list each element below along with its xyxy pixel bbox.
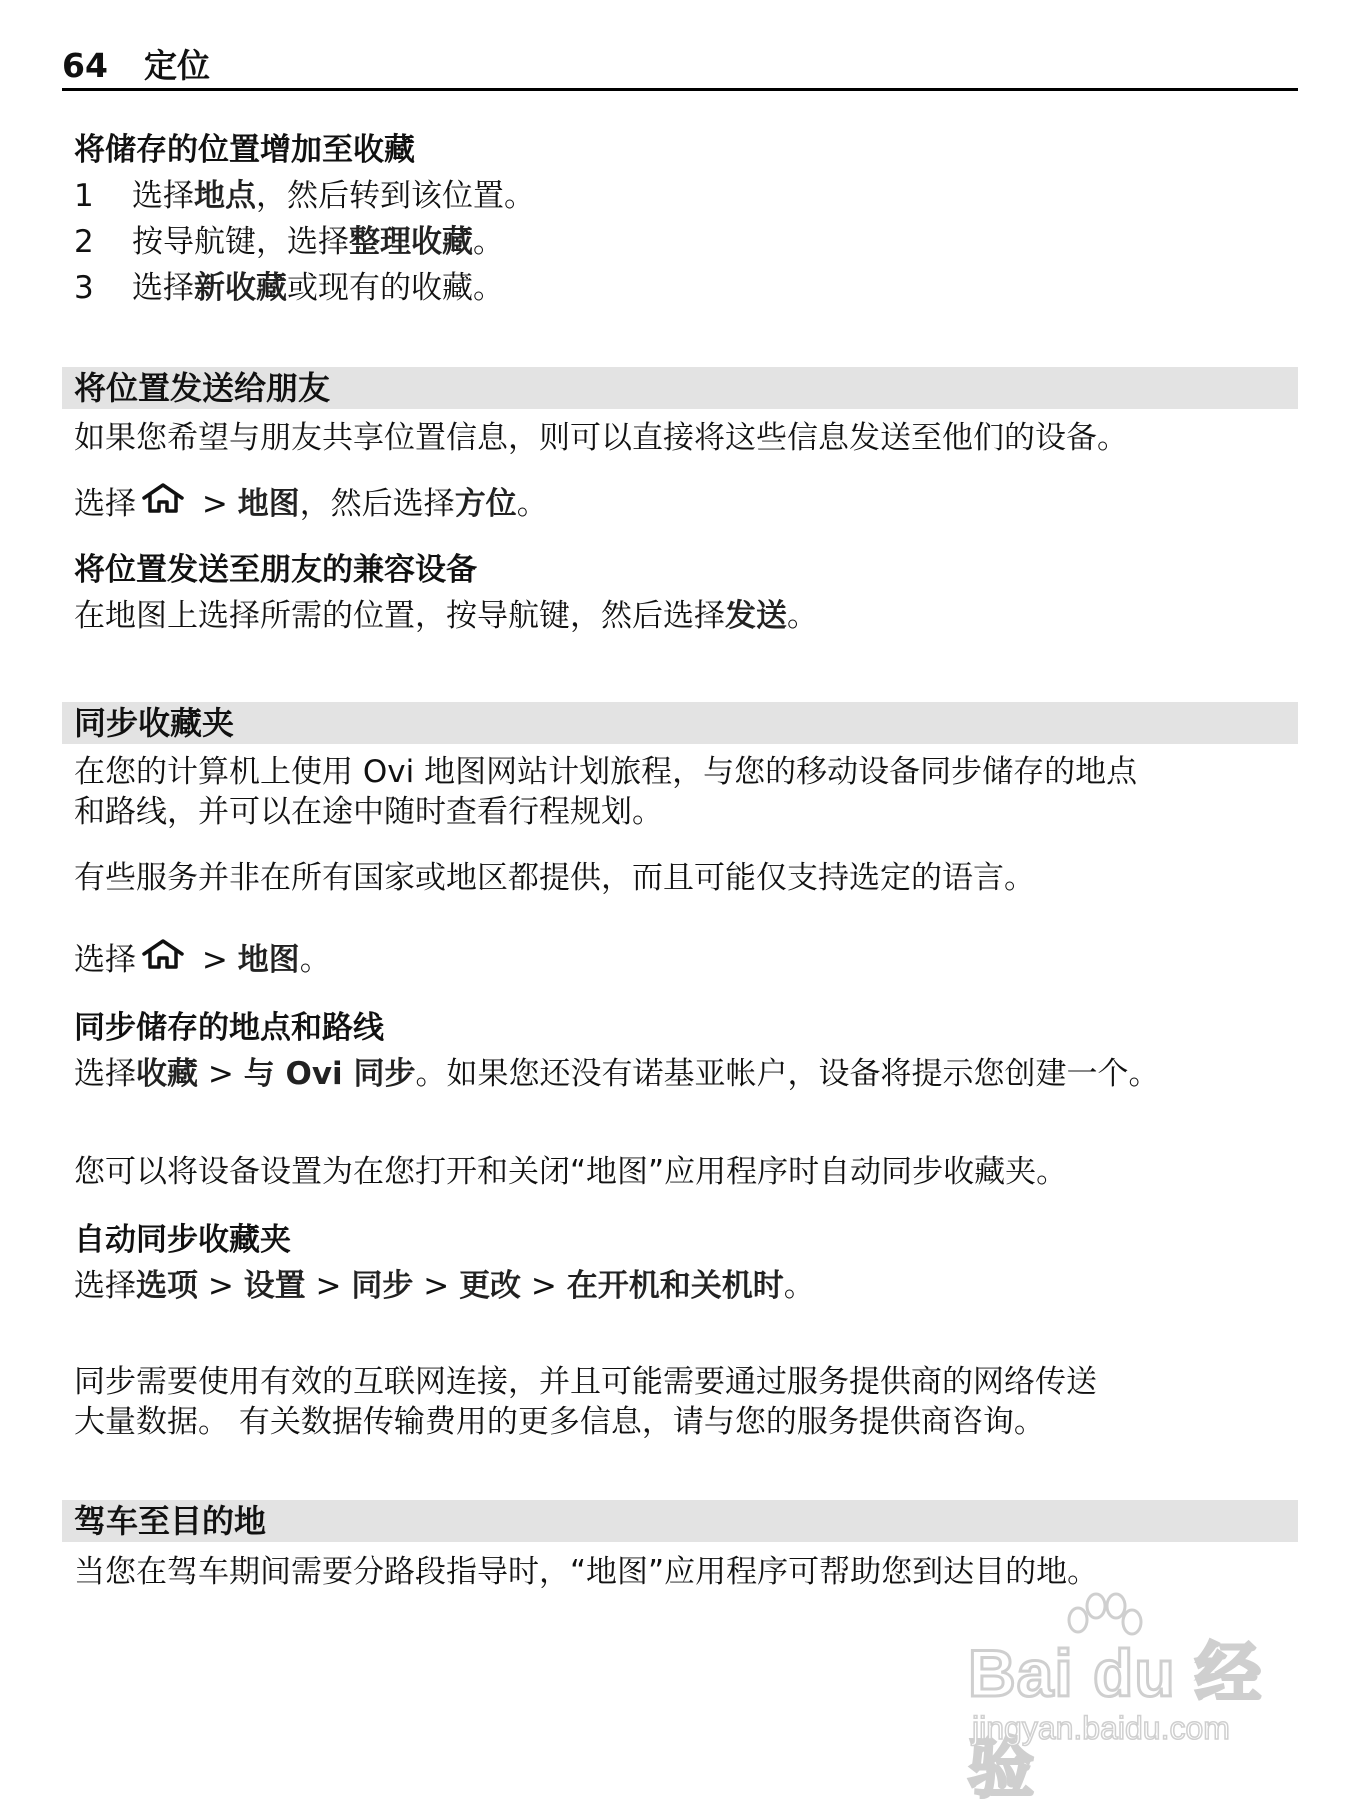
text: 选择 [74, 942, 136, 978]
text: ，然后选择 [299, 486, 455, 522]
instruction-line [74, 940, 1304, 981]
text: > [198, 1056, 244, 1092]
step-text: 。 [473, 224, 504, 260]
text: 在地图上选择所需的位置，按导航键，然后选择 [74, 598, 725, 634]
ui-term-send: 发送 [725, 598, 787, 634]
text: > [413, 1268, 460, 1304]
paragraph: 您可以将设备设置为在您打开和关闭“地图”应用程序时自动同步收藏夹。 [74, 1154, 1068, 1190]
paragraph-line: 大量数据。 有关数据传输费用的更多信息，请与您的服务提供商咨询。 [74, 1404, 1045, 1440]
watermark [960, 1590, 1300, 1805]
ui-term-settings: 设置 [243, 1268, 306, 1304]
step-text: ，然后转到该位置。 [256, 178, 535, 214]
section-band-sync-favorites: 同步收藏夹 [62, 702, 1298, 744]
step-text: 或现有的收藏。 [287, 270, 504, 306]
paragraph-line: 和路线，并可以在途中随时查看行程规划。 [74, 794, 663, 830]
ui-term-options: 选项 [136, 1268, 198, 1304]
section-band-drive-to-destination: 驾车至目的地 [62, 1500, 1298, 1542]
page-number: 64 [62, 46, 108, 85]
text: 。 [516, 486, 548, 522]
text: 。 [787, 598, 818, 634]
paragraph: 当您在驾车期间需要分路段指导时，“地图”应用程序可帮助您到达目的地。 [74, 1554, 1099, 1590]
home-icon [140, 937, 186, 981]
subsection-title: 自动同步收藏夹 [74, 1222, 291, 1258]
ui-term-organize-favorites: 整理收藏 [349, 224, 473, 260]
chapter-title: 定位 [144, 46, 210, 85]
section-title-add-to-favorites: 将储存的位置增加至收藏 [74, 132, 415, 168]
text: > [192, 486, 238, 522]
instruction-line [74, 1266, 1304, 1306]
step-number: 3 [74, 270, 94, 306]
text: > [198, 1268, 244, 1304]
ui-term-favorites: 收藏 [136, 1056, 198, 1092]
list-item [74, 268, 1304, 308]
text: > [192, 942, 238, 978]
paragraph: 有些服务并非在所有国家或地区都提供，而且可能仅支持选定的语言。 [74, 860, 1035, 896]
text: > [305, 1268, 352, 1304]
text: 。 [299, 942, 331, 978]
step-number: 1 [74, 178, 94, 214]
paragraph-line: 同步需要使用有效的互联网连接，并且可能需要通过服务提供商的网络传送 [74, 1364, 1097, 1400]
list-item [74, 176, 1304, 216]
ui-term-places: 地点 [194, 178, 256, 214]
text: 选择 [74, 1056, 136, 1092]
paragraph [74, 1054, 1304, 1094]
text: 。如果您还没有诺基亚帐户，设备将提示您创建一个。 [415, 1056, 1160, 1092]
watermark-url: jingyan.baidu.com [972, 1710, 1230, 1746]
ui-term-new-favorite: 新收藏 [194, 270, 287, 306]
ui-term-map: 地图 [237, 486, 300, 522]
ui-term-at-startup-shutdown: 在开机和关机时 [566, 1268, 784, 1304]
ui-term-direction: 方位 [454, 486, 517, 522]
subsection-title: 同步储存的地点和路线 [74, 1010, 384, 1046]
text: > [521, 1268, 567, 1304]
paragraph-line: 在您的计算机上使用 Ovi 地图网站计划旅程，与您的移动设备同步储存的地点 [74, 754, 1138, 790]
page-header [62, 44, 1298, 91]
list-item [74, 222, 1304, 262]
step-text: 选择 [132, 270, 194, 306]
ui-term-sync: 同步 [351, 1268, 414, 1304]
paragraph: 如果您希望与朋友共享位置信息，则可以直接将这些信息发送至他们的设备。 [74, 420, 1128, 456]
ui-term-map: 地图 [237, 942, 300, 978]
subsection-title: 将位置发送至朋友的兼容设备 [74, 552, 477, 588]
watermark-brand: Bai du 经验 [968, 1636, 1263, 1805]
text: 选择 [74, 1268, 136, 1304]
home-icon [140, 481, 186, 525]
step-text: 选择 [132, 178, 194, 214]
step-text: 按导航键，选择 [132, 224, 349, 260]
ui-term-sync-with-ovi: 与 Ovi 同步 [243, 1056, 416, 1092]
instruction-line [74, 484, 1304, 525]
paragraph [74, 596, 1304, 636]
step-number: 2 [74, 224, 94, 260]
text: 选择 [74, 486, 136, 522]
ui-term-change: 更改 [459, 1268, 522, 1304]
section-band-send-location: 将位置发送给朋友 [62, 367, 1298, 409]
text: 。 [783, 1268, 815, 1304]
